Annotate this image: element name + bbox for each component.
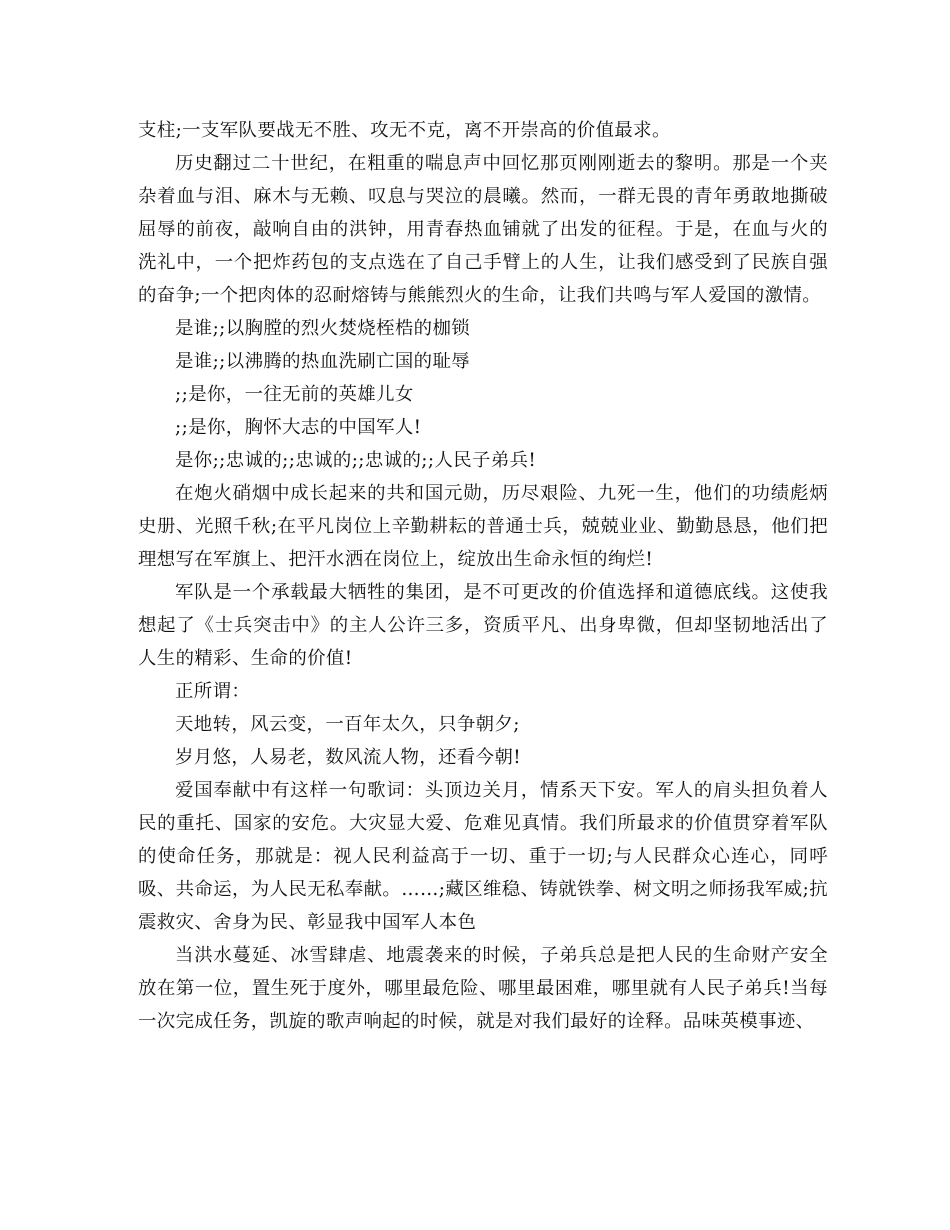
paragraph-1: 支柱;一支军队要战无不胜、攻无不克，离不开崇高的价值最求。 [138,120,671,141]
paragraph-8: 在炮火硝烟中成长起来的共和国元勋，历尽艰险、九死一生，他们的功绩彪炳史册、光照千秋;在平凡岗位上辛勤耕耘的普通士兵，兢兢业业、勤勤恳恳，他们把理想写在军旗上、把汗水洒在岗位上，绽放出生命永恒的绚烂! [138,483,828,570]
paragraph-3: 是谁;;以胸膛的烈火焚烧桎梏的枷锁 [175,318,471,339]
paragraph-13: 爱国奉献中有这样一句歌词：头顶边关月，情系天下安。军人的肩头担负着人民的重托、国家的安危。大灾显大爱、危难见真情。我们所最求的价值贯穿着军队的使命任务，那就是：视人民利益高于一切、重于一切;与人民群众心连心，同呼吸、共命运，为人民无私奉献。……;藏区维稳、铸就铁拳、树文明之师扬我军威;抗震救灾、舍身为民、彰显我中国军人本色 [138,780,828,933]
paragraph-2: 历史翻过二十世纪，在粗重的喘息声中回忆那页刚刚逝去的黎明。那是一个夹杂着血与泪、麻木与无赖、叹息与哭泣的晨曦。然而，一群无畏的青年勇敢地撕破屈辱的前夜，敲响自由的洪钟，用青春热血铺就了出发的征程。于是，在血与火的洗礼中，一个把炸药包的支点选在了自己手臂上的人生，让我们感受到了民族自强的奋争;一个把肉体的忍耐熔铸与熊熊烈火的生命，让我们共鸣与军人爱国的激情。 [138,153,828,306]
paragraph-11: 天地转，风云变，一百年太久，只争朝夕; [175,714,520,735]
paragraph-12: 岁月悠，人易老，数风流人物，还看今朝! [175,747,522,768]
paragraph-14: 当洪水蔓延、冰雪肆虐、地震袭来的时候，子弟兵总是把人民的生命财产安全放在第一位，置生死于度外，哪里最危险、哪里最困难，哪里就有人民子弟兵!当每一次完成任务，凯旋的歌声响起的时候，就是对我们最好的诠释。品味英模事迹、 [138,945,828,1032]
document-body [138,114,828,1038]
paragraph-10: 正所谓： [175,681,251,702]
paragraph-4: 是谁;;以沸腾的热血洗刷亡国的耻辱 [175,351,471,372]
paragraph-9: 军队是一个承载最大牺牲的集团，是不可更改的价值选择和道德底线。这使我想起了《士兵突击中》的主人公许三多，资质平凡、出身卑微，但却坚韧地活出了人生的精彩、生命的价值! [138,582,828,669]
paragraph-7: 是你;;忠诚的;;忠诚的;;忠诚的;;人民子弟兵! [175,450,537,471]
paragraph-6: ;;是你，胸怀大志的中国军人! [175,417,422,438]
paragraph-5: ;;是你，一往无前的英雄儿女 [175,384,414,405]
